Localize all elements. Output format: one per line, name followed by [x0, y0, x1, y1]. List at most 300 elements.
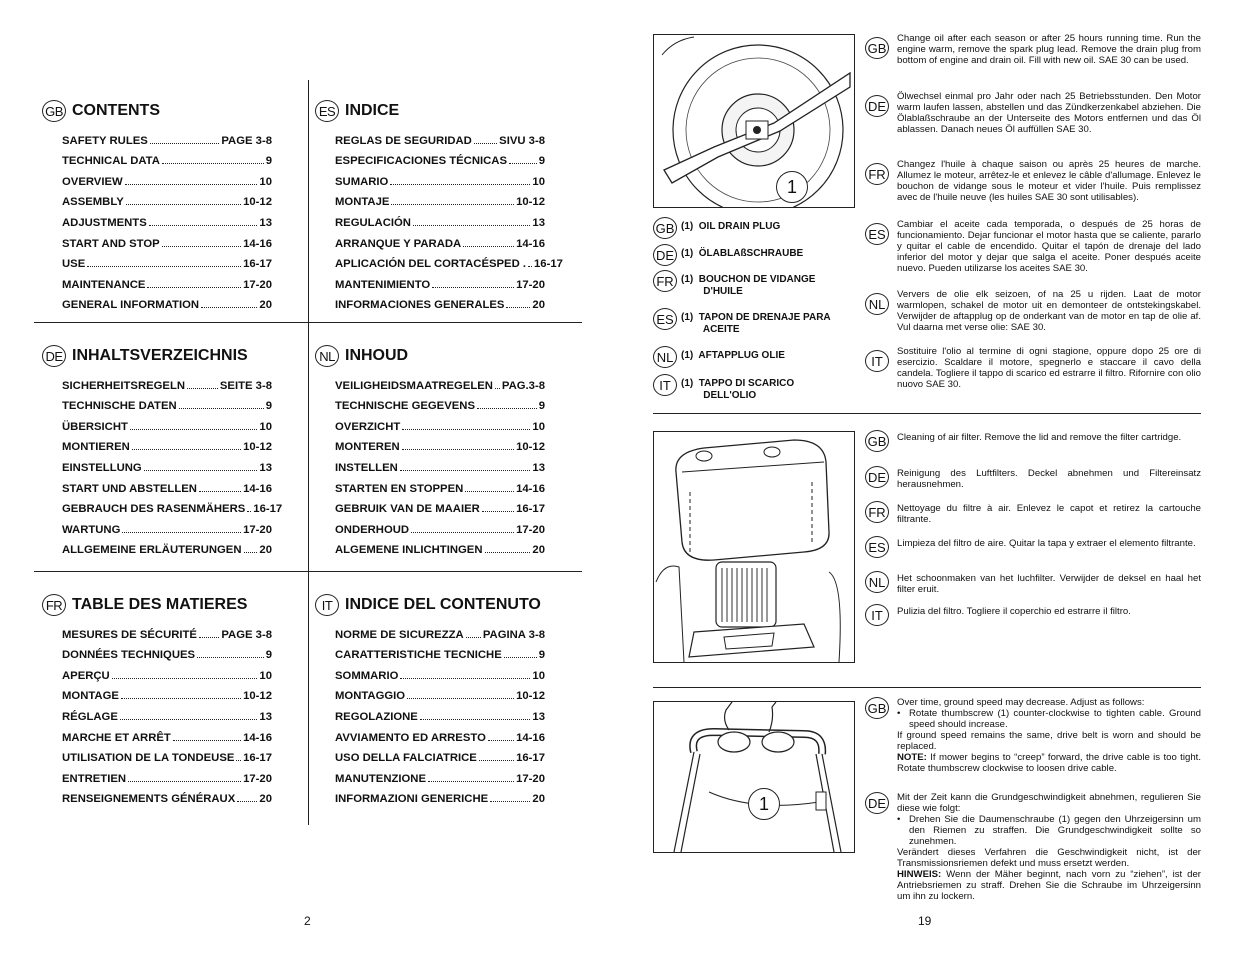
toc-entry-label: MAINTENANCE — [62, 278, 146, 291]
lang-badge: ES — [865, 536, 889, 558]
toc-entry-page: 10 — [532, 669, 545, 682]
toc-entry — [42, 620, 272, 641]
page-number-right: 19 — [918, 914, 932, 928]
dot-leader — [463, 246, 514, 247]
speed-de-intro: Mit der Zeit kann die Grundgeschwindigkeit abnehmen, regulieren Sie diese wie folgt: — [897, 792, 1201, 814]
dot-leader — [485, 552, 531, 553]
toc-entry-page: 16-17 — [243, 752, 272, 765]
dot-leader — [128, 781, 241, 782]
toc-entry — [315, 641, 545, 662]
toc-entry-page: 14-16 — [516, 237, 545, 250]
toc-nl — [315, 345, 545, 556]
toc-entry-label: EINSTELLUNG — [62, 461, 142, 474]
toc-entry-page: 20 — [532, 544, 545, 557]
toc-entry-page: 17-20 — [516, 523, 545, 536]
toc-entry-page: 20 — [532, 299, 545, 312]
oil-text-de — [865, 91, 1201, 135]
toc-entry-label: MONTAJE — [335, 196, 390, 209]
speed-gb-p2: If ground speed remains the same, drive belt is worn and should be replaced. — [897, 730, 1201, 752]
toc-entry-page: 13 — [259, 216, 272, 229]
oil-text-body: Cambiar el aceite cada temporada, o después de 25 horas de funcionamiento. Dejar funcionar el motor hasta que se caliente, pararlo y quitar el cable de encendido. Quitar el tapón de drenaje del lado inferior del motor y dejar que salga el aceite. Poner después aceite nuevo. Pueden utilizarse los aceites SAE 30. — [897, 219, 1201, 274]
dot-leader — [509, 163, 537, 164]
dot-leader — [482, 511, 514, 512]
filter-text-body: Reinigung des Luftfilters. Deckel abnehmen und Filtereinsatz herausnehmen. — [897, 468, 1201, 490]
toc-entry-label: MONTEREN — [335, 441, 400, 454]
toc-entry-label: ASSEMBLY — [62, 196, 124, 209]
toc-entry-label: UTILISATION DE LA TONDEUSE — [62, 752, 235, 765]
dot-leader — [121, 698, 241, 699]
toc-entry-page: 10 — [259, 669, 272, 682]
oil-text-es — [865, 219, 1201, 274]
toc-entry-label: SOMMARIO — [335, 669, 399, 682]
toc-entry-label: GEBRUIK VAN DE MAAIER — [335, 503, 480, 516]
dot-leader — [144, 470, 258, 471]
lang-badge: NL — [653, 346, 677, 368]
lang-badge: FR — [42, 594, 66, 616]
oil-label-text: (1) OIL DRAIN PLUG — [681, 221, 781, 232]
oil-label-text: (1) TAPON DE DRENAJE PARA ACEITE — [681, 312, 831, 335]
lang-badge: IT — [865, 604, 889, 626]
toc-entry-page: 10 — [259, 420, 272, 433]
dot-leader — [390, 184, 530, 185]
toc-entry-page: 10-12 — [516, 196, 545, 209]
toc-entry — [42, 147, 272, 168]
speed-de — [865, 792, 1201, 902]
toc-entry — [315, 250, 563, 271]
toc-entry-page: 10 — [532, 175, 545, 188]
dot-leader — [126, 204, 241, 205]
dot-leader — [162, 163, 264, 164]
toc-entry — [42, 515, 272, 536]
dot-leader — [149, 225, 258, 226]
toc-entry — [42, 744, 272, 765]
oil-text-body: Sostituire l'olio al termine di ogni stagione, oppure dopo 25 ore di esercizio. Scaldare il motore, spegnerlo e staccare il cavo della candela. Togliere il tappo di scarico ed estrarre il filtro. Rifornire con olio nuovo SAE 30. — [897, 346, 1201, 390]
toc-entry — [42, 453, 272, 474]
toc-entry-label: ALGEMENE INLICHTINGEN — [335, 544, 483, 557]
section-divider-1 — [653, 413, 1201, 414]
toc-entry — [42, 641, 272, 662]
filter-text-es — [865, 536, 1201, 558]
toc-title: CONTENTS — [72, 102, 160, 119]
dot-leader — [528, 266, 532, 267]
toc-entry-page: 13 — [259, 461, 272, 474]
speed-gb-note: If mower begins to “creep” forward, the drive cable is too tight. Rotate thumbscrew clockwise to loosen drive cable. — [897, 752, 1201, 774]
speed-gb-note-label: NOTE: — [897, 752, 927, 763]
toc-entry — [42, 392, 272, 413]
toc-entry-page: 9 — [265, 649, 272, 662]
toc-entry-label: MONTIEREN — [62, 441, 130, 454]
toc-entry — [315, 785, 545, 806]
toc-entry-page: 10 — [259, 175, 272, 188]
toc-entry-label: GEBRAUCH DES RASENMÄHERS — [62, 503, 246, 516]
lang-badge: FR — [865, 163, 889, 185]
dot-leader — [466, 637, 481, 638]
lang-badge: DE — [865, 792, 889, 814]
toc-entry — [315, 515, 545, 536]
toc-entry-page: PAG.3-8 — [501, 379, 545, 392]
dot-leader — [474, 143, 497, 144]
toc-entry-label: INFORMAZIONI GENERICHE — [335, 793, 489, 806]
toc-entry — [42, 188, 272, 209]
oil-label-text: (1) TAPPO DI SCARICO DELL'OLIO — [681, 378, 795, 401]
toc-entry — [42, 270, 272, 291]
dot-leader — [197, 657, 264, 658]
lang-badge: ES — [315, 100, 339, 122]
dot-leader — [150, 143, 220, 144]
toc-entry-label: ALLGEMEINE ERLÄUTERUNGEN — [62, 544, 242, 557]
lang-badge: NL — [315, 345, 339, 367]
toc-divider-1 — [34, 322, 582, 323]
dot-leader — [420, 719, 531, 720]
toc-entry-page: 14-16 — [243, 482, 272, 495]
toc-divider-vertical — [308, 80, 309, 825]
toc-entry-label: INFORMACIONES GENERALES — [335, 299, 505, 312]
dot-leader — [237, 801, 257, 802]
lang-badge: DE — [653, 244, 677, 266]
toc-entry-label: GENERAL INFORMATION — [62, 299, 200, 312]
handle-thumbscrew-illustration — [654, 702, 854, 852]
toc-entry-page: 17-20 — [243, 523, 272, 536]
lang-badge: DE — [865, 95, 889, 117]
toc-entry-page: 10-12 — [516, 441, 545, 454]
speed-de-p2: Verändert dieses Verfahren die Geschwindigkeit nicht, ist der Transmissionsriemen defekt und muss ersetzt werden. — [897, 847, 1201, 869]
toc-entry — [42, 764, 272, 785]
oil-label-nl — [653, 346, 858, 368]
air-filter-illustration — [654, 432, 854, 662]
bullet: • — [897, 814, 901, 825]
dot-leader — [402, 449, 514, 450]
toc-entry-label: ÜBERSICHT — [62, 420, 128, 433]
toc-entry — [315, 208, 545, 229]
lang-badge: NL — [865, 571, 889, 593]
toc-entry-label: AVVIAMENTO ED ARRESTO — [335, 731, 486, 744]
toc-entry — [315, 291, 545, 312]
toc-entry-label: USE — [62, 258, 86, 271]
section-divider-2 — [653, 687, 1201, 688]
dot-leader — [201, 307, 257, 308]
oil-text-body: Changez l'huile à chaque saison ou après 25 heures de marche. Allumez le moteur, arrêtez-le et enlevez le câble d'allumage. Enlevez le bouchon de vidange sous le moteur et vider l'huile. Puis remplissez avec de l'huile neuve (les huiles SAE 30 sont utilisables). — [897, 159, 1201, 203]
toc-entry — [42, 785, 272, 806]
toc-entry-label: APLICACIÓN DEL CORTACÉSPED . — [335, 258, 527, 271]
toc-entry — [315, 661, 545, 682]
toc-entry — [315, 167, 545, 188]
toc-entry-page: 10 — [532, 420, 545, 433]
dot-leader — [179, 408, 264, 409]
lang-badge: FR — [653, 270, 677, 292]
toc-entry — [315, 392, 545, 413]
toc-entry — [315, 229, 545, 250]
toc-entry-label: SUMARIO — [335, 175, 389, 188]
toc-divider-2 — [34, 571, 582, 572]
toc-entry-page: 9 — [538, 649, 545, 662]
toc-entry — [315, 126, 545, 147]
toc-entry-page: 16-17 — [534, 258, 563, 271]
toc-entry-label: ESPECIFICACIONES TÉCNICAS — [335, 155, 507, 168]
oil-text-body: Change oil after each season or after 25 hours running time. Run the engine warm, remove the spark plug lead. Remove the drain plug from bottom of engine and drain oil. Fill with new oil. SAE 30 can be used. — [897, 33, 1201, 66]
toc-entry-label: MANUTENZIONE — [335, 772, 426, 785]
filter-text-it — [865, 604, 1201, 626]
toc-entry-page: 20 — [532, 793, 545, 806]
toc-entry — [315, 270, 545, 291]
toc-entry-label: REGOLAZIONE — [335, 710, 418, 723]
toc-entry-page: 14-16 — [516, 731, 545, 744]
filter-text-de — [865, 466, 1201, 490]
toc-it — [315, 594, 545, 805]
toc-title: TABLE DES MATIERES — [72, 596, 248, 613]
dot-leader — [506, 307, 530, 308]
toc-entry-page: 14-16 — [243, 237, 272, 250]
toc-entry-page: 9 — [538, 400, 545, 413]
toc-entry — [42, 291, 272, 312]
toc-entry — [42, 536, 272, 557]
toc-entry — [42, 250, 272, 271]
toc-entry-page: SEITE 3-8 — [219, 379, 272, 392]
filter-text-body: Nettoyage du filtre à air. Enlevez le capot et retirez la cartouche filtrante. — [897, 503, 1201, 525]
toc-entry-label: REGLAS DE SEGURIDAD — [335, 134, 472, 147]
speed-de-note: Wenn der Mäher beginnt, nach vorn zu “ziehen”, ist der Antriebsriemen zu straff. Drehen Sie die Schraube im Uhrzeigersinn um ihn zu lockern. — [897, 869, 1201, 902]
dot-leader — [147, 287, 241, 288]
dot-leader — [479, 760, 514, 761]
lang-badge: IT — [315, 594, 339, 616]
toc-entry-label: ARRANQUE Y PARADA — [335, 237, 462, 250]
lang-badge: GB — [653, 217, 677, 239]
lang-badge: NL — [865, 293, 889, 315]
dot-leader — [411, 532, 514, 533]
dot-leader — [413, 225, 530, 226]
toc-entry-label: MESURES DE SÉCURITÉ — [62, 628, 197, 641]
toc-entry-label: MARCHE ET ARRÊT — [62, 731, 171, 744]
toc-entry-label: INSTELLEN — [335, 461, 398, 474]
toc-entry-label: REGULACIÓN — [335, 216, 411, 229]
toc-es — [315, 100, 563, 312]
toc-heading — [42, 345, 272, 367]
toc-heading — [42, 594, 272, 616]
callout-number: 1 — [786, 176, 797, 197]
toc-entry-page: PAGINA 3-8 — [482, 628, 545, 641]
oil-label-text: (1) AFTAPPLUG OLIE — [681, 350, 785, 361]
toc-entry-page: 16-17 — [516, 503, 545, 516]
toc-entry-label: TECHNISCHE DATEN — [62, 400, 177, 413]
oil-text-body: Ölwechsel einmal pro Jahr oder nach 25 Betriebsstunden. Den Motor warm laufen lassen, abstellen und das Zündkerzenkabel abziehen. Die Ölablaßschraube an der Unterseite des Motors entfernen und das Öl ablassen. Danach neues Öl auffüllen SAE 30. — [897, 91, 1201, 135]
oil-text-it — [865, 346, 1201, 390]
toc-entry — [42, 126, 272, 147]
toc-entry-label: CARATTERISTICHE TECNICHE — [335, 649, 502, 662]
toc-entry-page: PAGE 3-8 — [221, 628, 272, 641]
toc-entry-page: 14-16 — [243, 731, 272, 744]
toc-entry — [315, 474, 545, 495]
toc-entry-label: VEILIGHEIDSMAATREGELEN — [335, 379, 493, 392]
toc-entry — [42, 371, 272, 392]
toc-entry-label: MANTENIMIENTO — [335, 278, 431, 291]
oil-label-fr — [653, 270, 858, 298]
oil-label-it — [653, 374, 858, 402]
lang-badge: GB — [865, 697, 889, 719]
toc-entry-label: MONTAGGIO — [335, 690, 406, 703]
toc-entry-label: ADJUSTMENTS — [62, 216, 147, 229]
toc-gb — [42, 100, 272, 311]
dot-leader — [407, 698, 514, 699]
toc-entry-page: 14-16 — [516, 482, 545, 495]
filter-text-gb — [865, 430, 1201, 452]
toc-entry-label: OVERZICHT — [335, 420, 401, 433]
toc-entry-page: 9 — [538, 155, 545, 168]
toc-entry-page: 17-20 — [516, 772, 545, 785]
toc-entry-page: 10-12 — [516, 690, 545, 703]
toc-entry-page: PAGE 3-8 — [221, 134, 272, 147]
toc-title: INDICE — [345, 102, 400, 119]
lang-badge: ES — [865, 223, 889, 245]
toc-entry — [315, 536, 545, 557]
speed-gb — [865, 697, 1201, 774]
lang-badge: DE — [42, 345, 66, 367]
lang-badge: DE — [865, 466, 889, 488]
dot-leader — [199, 491, 241, 492]
dot-leader — [173, 740, 241, 741]
mower-blade-illustration — [654, 35, 854, 207]
toc-entry-page: 17-20 — [243, 772, 272, 785]
dot-leader — [130, 429, 258, 430]
toc-entry-page: SIVU 3-8 — [499, 134, 545, 147]
toc-entry-label: START UND ABSTELLEN — [62, 482, 197, 495]
lang-badge: IT — [865, 350, 889, 372]
toc-entry-page: 20 — [259, 544, 272, 557]
page-number-left: 2 — [304, 914, 311, 928]
toc-entry-page: 10-12 — [243, 196, 272, 209]
dot-leader — [402, 429, 530, 430]
filter-text-fr — [865, 501, 1201, 525]
toc-entry-label: OVERVIEW — [62, 175, 123, 188]
toc-entry — [315, 147, 545, 168]
dot-leader — [477, 408, 537, 409]
toc-entry — [42, 208, 272, 229]
toc-title: INHOUD — [345, 347, 409, 364]
oil-text-fr — [865, 159, 1201, 203]
speed-gb-bullet: Rotate thumbscrew (1) counter-clockwise to tighten cable. Ground speed should increase. — [909, 708, 1201, 730]
dot-leader — [465, 491, 514, 492]
toc-entry-page: 10-12 — [243, 441, 272, 454]
toc-entry-page: 13 — [532, 710, 545, 723]
toc-entry — [42, 474, 272, 495]
toc-entry-page: 13 — [532, 216, 545, 229]
speed-de-bullet: Drehen Sie die Daumenschraube (1) gegen den Uhrzeigersinn um den Riemen zu straffen. Die Grundgeschwindigkeit sollte so zunehmen. — [909, 814, 1201, 847]
toc-entry-label: SICHERHEITSREGELN — [62, 379, 186, 392]
toc-title: INHALTSVERZEICHNIS — [72, 347, 248, 364]
dot-leader — [488, 740, 514, 741]
filter-text-body: Cleaning of air filter. Remove the lid and remove the filter cartridge. — [897, 432, 1182, 443]
toc-entry — [315, 371, 545, 392]
callout-circle-2 — [748, 788, 780, 820]
toc-entry-label: ENTRETIEN — [62, 772, 127, 785]
toc-entry-page: 10-12 — [243, 690, 272, 703]
toc-entry — [315, 723, 545, 744]
dot-leader — [495, 388, 500, 389]
air-filter-figure — [653, 431, 855, 663]
oil-drain-figure — [653, 34, 855, 208]
toc-entry-page: 17-20 — [516, 278, 545, 291]
toc-entry-label: STARTEN EN STOPPEN — [335, 482, 464, 495]
speed-gb-intro: Over time, ground speed may decrease. Adjust as follows: — [897, 697, 1145, 708]
callout-circle — [776, 171, 808, 203]
toc-entry-label: START AND STOP — [62, 237, 160, 250]
dot-leader — [87, 266, 241, 267]
oil-text-gb — [865, 33, 1201, 66]
toc-entry — [42, 682, 272, 703]
dot-leader — [120, 719, 258, 720]
toc-entry — [315, 682, 545, 703]
toc-entry-page: 16-17 — [253, 503, 283, 516]
filter-text-body: Pulizia del filtro. Togliere il coperchio ed estrarre il filtro. — [897, 606, 1131, 617]
callout-number-2: 1 — [758, 793, 769, 814]
toc-title: INDICE DEL CONTENUTO — [345, 596, 541, 613]
toc-entry — [315, 702, 545, 723]
toc-entry — [315, 764, 545, 785]
toc-entry-label: APERÇU — [62, 669, 110, 682]
toc-entry — [42, 723, 272, 744]
toc-entry — [315, 495, 545, 516]
lang-badge: ES — [653, 308, 677, 330]
oil-label-text: (1) BOUCHON DE VIDANGE D'HUILE — [681, 274, 816, 297]
toc-entry — [315, 453, 545, 474]
toc-entry — [42, 433, 272, 454]
dot-leader — [132, 449, 241, 450]
dot-leader — [236, 760, 241, 761]
toc-de — [42, 345, 283, 557]
dot-leader — [504, 657, 537, 658]
toc-entry — [42, 412, 272, 433]
oil-label-de — [653, 244, 858, 266]
toc-entry-label: RÉGLAGE — [62, 710, 118, 723]
toc-entry — [42, 661, 272, 682]
drive-speed-figure — [653, 701, 855, 853]
toc-entry-label: WARTUNG — [62, 523, 121, 536]
toc-entry-label: RENSEIGNEMENTS GÉNÉRAUX — [62, 793, 236, 806]
dot-leader — [199, 637, 219, 638]
toc-entry-label: NORME DE SICUREZZA — [335, 628, 464, 641]
dot-leader — [247, 511, 251, 512]
filter-text-body: Het schoonmaken van het luchfilter. Verwijder de deksel en haal het filter eruit. — [897, 573, 1201, 595]
dot-leader — [244, 552, 258, 553]
dot-leader — [125, 184, 258, 185]
oil-label-gb — [653, 217, 858, 239]
lang-badge: GB — [865, 37, 889, 59]
toc-entry-page: 17-20 — [243, 278, 272, 291]
lang-badge: FR — [865, 501, 889, 523]
toc-fr — [42, 594, 272, 805]
toc-heading — [42, 100, 272, 122]
toc-entry-label: TECHNICAL DATA — [62, 155, 160, 168]
toc-entry — [315, 188, 545, 209]
toc-entry-label: USO DELLA FALCIATRICE — [335, 752, 477, 765]
toc-entry — [315, 620, 545, 641]
speed-de-note-label: HINWEIS: — [897, 869, 942, 880]
toc-entry — [42, 495, 283, 516]
dot-leader — [187, 388, 218, 389]
dot-leader — [162, 246, 241, 247]
dot-leader — [490, 801, 530, 802]
toc-entry-page: 13 — [259, 710, 272, 723]
bullet: • — [897, 708, 901, 719]
dot-leader — [112, 678, 258, 679]
toc-entry-label: DONNÉES TECHNIQUES — [62, 649, 196, 662]
toc-entry — [315, 433, 545, 454]
dot-leader — [400, 470, 531, 471]
toc-entry — [42, 167, 272, 188]
toc-entry-page: 20 — [259, 299, 272, 312]
toc-entry-label: SAFETY RULES — [62, 134, 148, 147]
oil-label-text: (1) ÖLABLAßSCHRAUBE — [681, 248, 804, 259]
dot-leader — [428, 781, 514, 782]
toc-entry-label: TECHNISCHE GEGEVENS — [335, 400, 475, 413]
